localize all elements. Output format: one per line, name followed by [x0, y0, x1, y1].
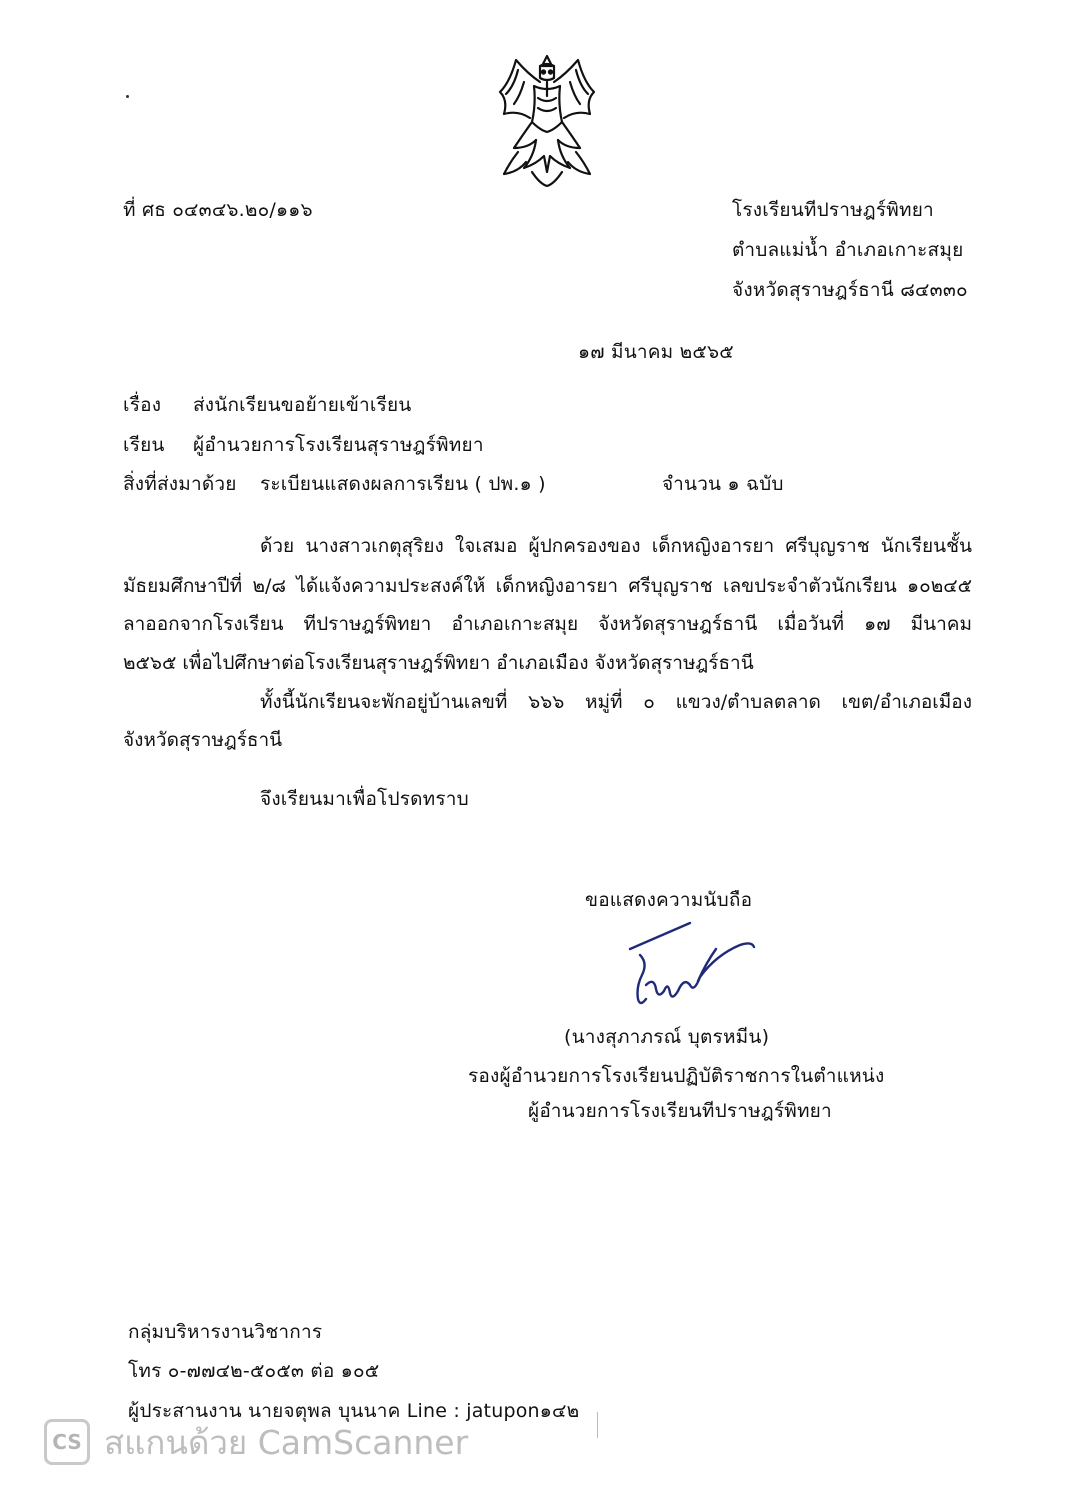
body-line: ลาออกจากโรงเรียน ทีปราษฎร์พิทยา อำเภอเกาะสมุย จังหวัดสุราษฎร์ธานี เมื่อวันที่ ๑๗ มีนาคม: [123, 613, 972, 635]
scan-artifact-line: [597, 1412, 598, 1438]
body-line: จังหวัดสุราษฎร์ธานี: [123, 729, 283, 751]
subject-label: เรื่อง: [123, 394, 162, 416]
recipient-text: ผู้อำนวยการโรงเรียนสุราษฎร์พิทยา: [193, 434, 484, 456]
signatory-position: รองผู้อำนวยการโรงเรียนปฏิบัติราชการในตำแหน่ง: [468, 1065, 885, 1087]
body-line: มัธยมศึกษาปีที่ ๒/๘ ได้แจ้งความประสงค์ให้ เด็กหญิงอารยา ศรีบุญราช เลขประจำตัวนักเรียน ๑๐๒๔๕: [123, 575, 972, 597]
school-address: ตำบลแม่น้ำ อำเภอเกาะสมุย: [732, 239, 964, 261]
footer-phone: โทร ๐-๗๗๔๒-๕๐๕๓ ต่อ ๑๐๕: [128, 1360, 380, 1382]
closing-request: จึงเรียนมาเพื่อโปรดทราบ: [260, 788, 469, 810]
reference-number: ที่ ศธ ๐๔๓๔๖.๒๐/๑๑๖: [123, 199, 313, 221]
camscanner-watermark: [44, 1418, 468, 1466]
signatory-name: (นางสุภาภรณ์ บุตรหมีน): [564, 1026, 770, 1048]
enclosure-text: ระเบียนแสดงผลการเรียน ( ปพ.๑ ): [260, 473, 546, 495]
subject-text: ส่งนักเรียนขอย้ายเข้าเรียน: [193, 394, 412, 416]
watermark-text: สแกนด้วย CamScanner: [104, 1422, 469, 1462]
camscanner-logo-icon: CS: [44, 1419, 90, 1465]
garuda-emblem: [488, 52, 606, 192]
footer-department: กลุ่มบริหารงานวิชาการ: [128, 1321, 323, 1343]
school-province: จังหวัดสุราษฎร์ธานี ๘๔๓๓๐: [732, 279, 968, 301]
enclosure-label: สิ่งที่ส่งมาด้วย: [123, 473, 237, 495]
enclosure-count: จำนวน ๑ ฉบับ: [662, 473, 784, 495]
recipient-label: เรียน: [123, 434, 165, 456]
scan-speck: [126, 95, 129, 98]
handwritten-signature: [628, 915, 758, 1015]
body-line: ด้วย นางสาวเกตุสุริยง ใจเสมอ ผู้ปกครองของ เด็กหญิงอารยา ศรีบุญราช นักเรียนชั้น: [260, 535, 972, 557]
footer-coordinator: ผู้ประสานงาน นายจตุพล บุนนาค Line : jatupon๑๔๒: [128, 1400, 580, 1422]
signatory-position-secondary: ผู้อำนวยการโรงเรียนทีปราษฎร์พิทยา: [528, 1100, 832, 1122]
body-line: ๒๕๖๕ เพื่อไปศึกษาต่อโรงเรียนสุราษฎร์พิทยา อำเภอเมือง จังหวัดสุราษฎร์ธานี: [123, 652, 754, 674]
body-line: ทั้งนี้นักเรียนจะพักอยู่บ้านเลขที่ ๖๖๖ หมู่ที่ ๐ แขวง/ตำบลตลาด เขต/อำเภอเมือง: [260, 691, 972, 713]
closing-salutation: ขอแสดงความนับถือ: [585, 889, 753, 911]
letter-date: ๑๗ มีนาคม ๒๕๖๕: [578, 341, 734, 363]
school-name: โรงเรียนทีปราษฎร์พิทยา: [732, 199, 934, 221]
